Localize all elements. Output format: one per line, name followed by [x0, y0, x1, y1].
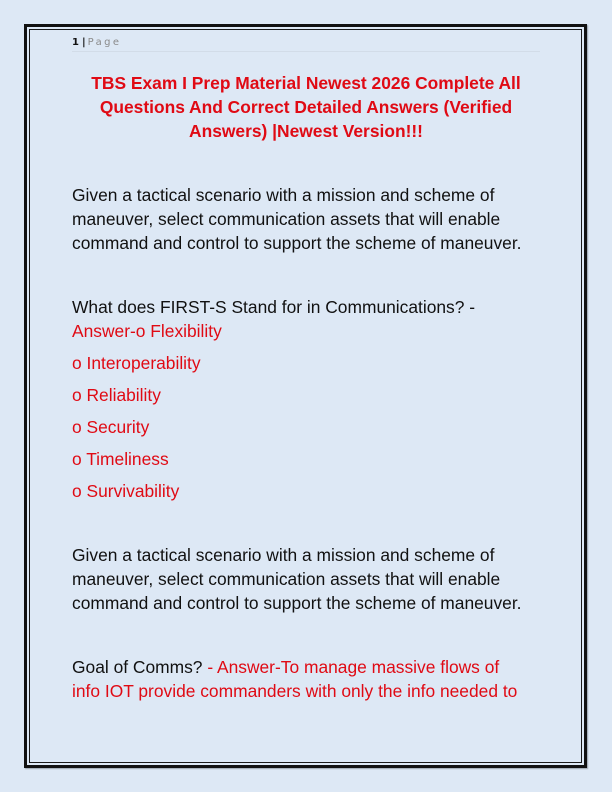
text-line: maneuver, select communication assets that will enable: [72, 569, 501, 589]
answer-list-item: o Security: [72, 417, 150, 437]
page-label: Page: [87, 37, 122, 48]
question-text: Goal of Comms?: [72, 657, 203, 677]
text-line: command and control to support the scheme of maneuver.: [72, 233, 522, 253]
document-title: [72, 71, 540, 143]
answer-text: - Answer-To manage massive flows of: [202, 657, 500, 677]
statement-paragraph: [72, 543, 552, 615]
text-line: Given a tactical scenario with a mission and scheme of: [72, 545, 495, 565]
answer-list-item: o Timeliness: [72, 449, 169, 469]
answer-list-item: o Survivability: [72, 481, 180, 501]
question-first-s: [72, 295, 552, 343]
answer-text: Answer-o Flexibility: [72, 321, 222, 341]
title-line: Answers) |Newest Version!!!: [189, 121, 423, 141]
text-line: Given a tactical scenario with a mission and scheme of: [72, 185, 495, 205]
page-header: [72, 36, 540, 52]
header-separator: |: [81, 37, 86, 48]
answer-text-continued: info IOT provide commanders with only the info needed to: [72, 681, 518, 701]
page-number: 1: [72, 37, 79, 48]
question-goal-of-comms: [72, 655, 552, 703]
question-text: What does FIRST-S Stand for in Communications? -: [72, 297, 476, 317]
text-line: command and control to support the scheme of maneuver.: [72, 593, 522, 613]
statement-paragraph: [72, 183, 552, 255]
text-line: maneuver, select communication assets that will enable: [72, 209, 501, 229]
answer-list-item: o Interoperability: [72, 353, 201, 373]
title-line: TBS Exam I Prep Material Newest 2026 Complete All: [91, 73, 521, 93]
answer-list-item: o Reliability: [72, 385, 161, 405]
title-line: Questions And Correct Detailed Answers (Verified: [99, 97, 513, 117]
text-line: [72, 655, 552, 679]
